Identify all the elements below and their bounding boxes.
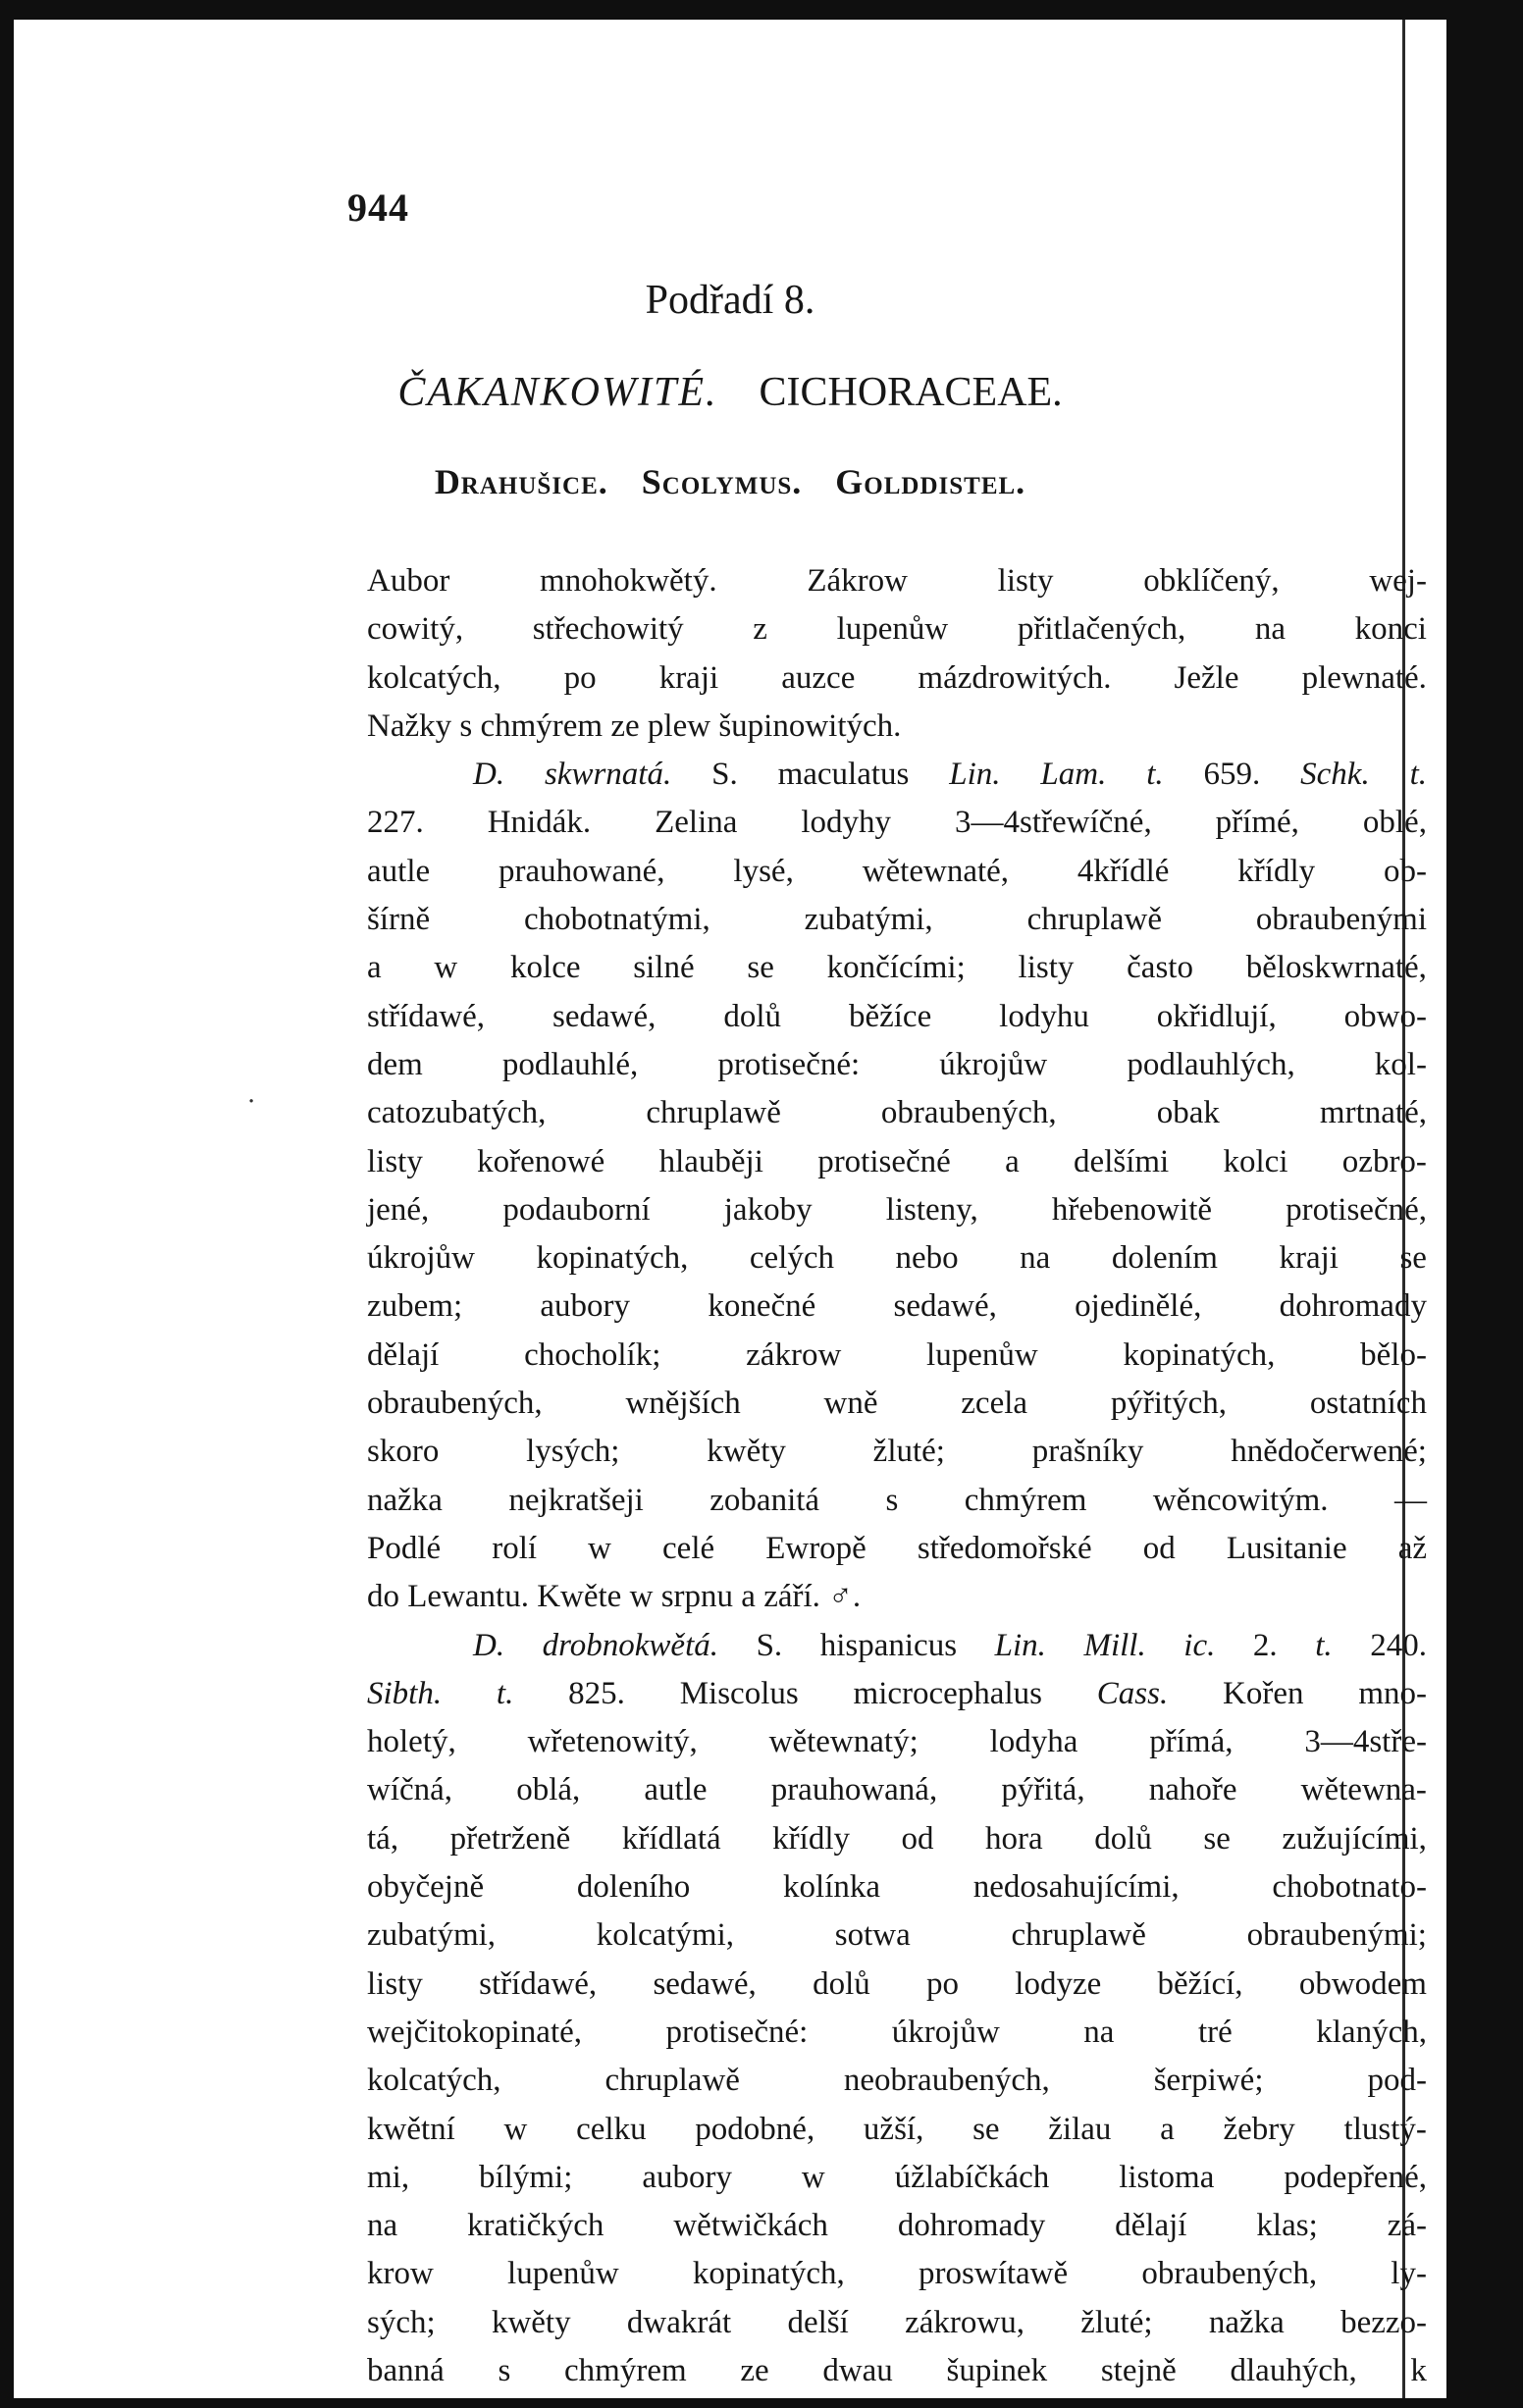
order-title: Podřadí 8.: [645, 278, 815, 323]
text-line: šírně chobotnatými, zubatými, chruplawě obraubenými: [367, 902, 1427, 938]
text-line: Sibth. t. 825. Miscolus microcephalus Cass. Kořen mno-: [367, 1675, 1427, 1711]
text-line: do Lewantu. Kwěte w srpnu a září. ♂.: [367, 1579, 862, 1615]
body-text: [367, 557, 1427, 2395]
text-line: Aubor mnohokwětý. Zákrow listy obklíčený, wej-: [367, 563, 1427, 599]
text-line: catozubatých, chruplawě obraubených, obak mrtnaté,: [367, 1095, 1427, 1131]
family-heading: [14, 369, 1446, 416]
text-line: střídawé, sedawé, dolů běžíce lodyhu okřidlují, obwo-: [367, 998, 1427, 1034]
text-line: krow lupenůw kopinatých, proswítawě obraubených, ly-: [367, 2256, 1427, 2292]
text-line: D. drobnokwětá. S. hispanicus Lin. Mill. ic. 2. t. 240.: [473, 1627, 1427, 1663]
text-line: dem podlauhlé, protisečné: úkrojůw podlauhlých, kol-: [367, 1046, 1427, 1082]
text-line: holetý, wřetenowitý, wětewnatý; lodyha přímá, 3—4stře-: [367, 1724, 1427, 1760]
text-line: wíčná, oblá, autle prauhowaná, pýřitá, nahoře wětewna-: [367, 1772, 1427, 1808]
family-name-czech: ČAKANKOWITÉ.: [397, 370, 718, 415]
stray-margin-mark: ·: [247, 1087, 256, 1117]
page-number: 944: [347, 185, 409, 230]
text-line: Podlé rolí w celé Ewropě středomořské od Lusitanie až: [367, 1530, 1427, 1566]
text-line: úkrojůw kopinatých, celých nebo na dolením kraji se: [367, 1240, 1427, 1277]
text-line: a w kolce silné se končícími; listy často běloskwrnaté,: [367, 950, 1427, 986]
text-line: 227. Hnidák. Zelina lodyhy 3—4střewíčné, přímé, oblé,: [367, 805, 1427, 841]
text-line: cowitý, střechowitý z lupenůw přitlačených, na konci: [367, 611, 1427, 648]
text-line: autle prauhowané, lysé, wětewnaté, 4křídlé křídly ob-: [367, 853, 1427, 889]
text-line: obraubených, wnějších wně zcela pýřitých, ostatních: [367, 1386, 1427, 1422]
genus-heading: Drahušice. Scolymus. Golddistel.: [434, 462, 1026, 501]
book-page: [14, 20, 1446, 2398]
text-line: obyčejně doleního kolínka nedosahujícími, chobotnato-: [367, 1869, 1427, 1906]
text-line: kwětní w celku podobné, užší, se žilau a žebry tlustý-: [367, 2111, 1427, 2147]
text-line: mi, bílými; aubory w úžlabíčkách listoma podepřené,: [367, 2159, 1427, 2195]
text-line: listy střídawé, sedawé, dolů po lodyze běžící, obwodem: [367, 1965, 1427, 2002]
text-line: dělají chocholík; zákrow lupenůw kopinatých, bělo-: [367, 1336, 1427, 1373]
text-line: kolcatých, po kraji auzce mázdrowitých. Ježle plewnaté.: [367, 659, 1427, 696]
family-name-latin: CICHORACEAE.: [759, 370, 1063, 415]
text-line: Nažky s chmýrem ze plew šupinowitých.: [367, 707, 902, 744]
text-line: nažka nejkratšeji zobanitá s chmýrem wěncowitým. —: [367, 1482, 1427, 1518]
text-line: na kratičkých wětwičkách dohromady dělají klas; zá-: [367, 2208, 1427, 2244]
text-line: jené, podauborní jakoby listeny, hřebenowitě protisečné,: [367, 1191, 1427, 1228]
text-line: skoro lysých; kwěty žluté; prašníky hnědočerwené;: [367, 1434, 1427, 1470]
text-line: tá, přetrženě křídlatá křídly od hora dolů se zužujícími,: [367, 1820, 1427, 1857]
text-line: sých; kwěty dwakrát delší zákrowu, žluté; nažka bezzo-: [367, 2304, 1427, 2340]
text-line: banná s chmýrem ze dwau šupinek stejně dlauhých, k: [367, 2352, 1427, 2388]
text-line: wejčitokopinaté, protisečné: úkrojůw na tré klaných,: [367, 2014, 1427, 2050]
text-line: kolcatých, chruplawě neobraubených, šerpiwé; pod-: [367, 2063, 1427, 2099]
text-line: zubem; aubory konečné sedawé, ojedinělé, dohromady: [367, 1288, 1427, 1325]
text-line: listy kořenowé hlauběji protisečné a delšími kolci ozbro-: [367, 1143, 1427, 1179]
text-line: zubatými, kolcatými, sotwa chruplawě obraubenými;: [367, 1917, 1427, 1954]
text-line: D. skwrnatá. S. maculatus Lin. Lam. t. 659. Schk. t.: [473, 757, 1427, 793]
